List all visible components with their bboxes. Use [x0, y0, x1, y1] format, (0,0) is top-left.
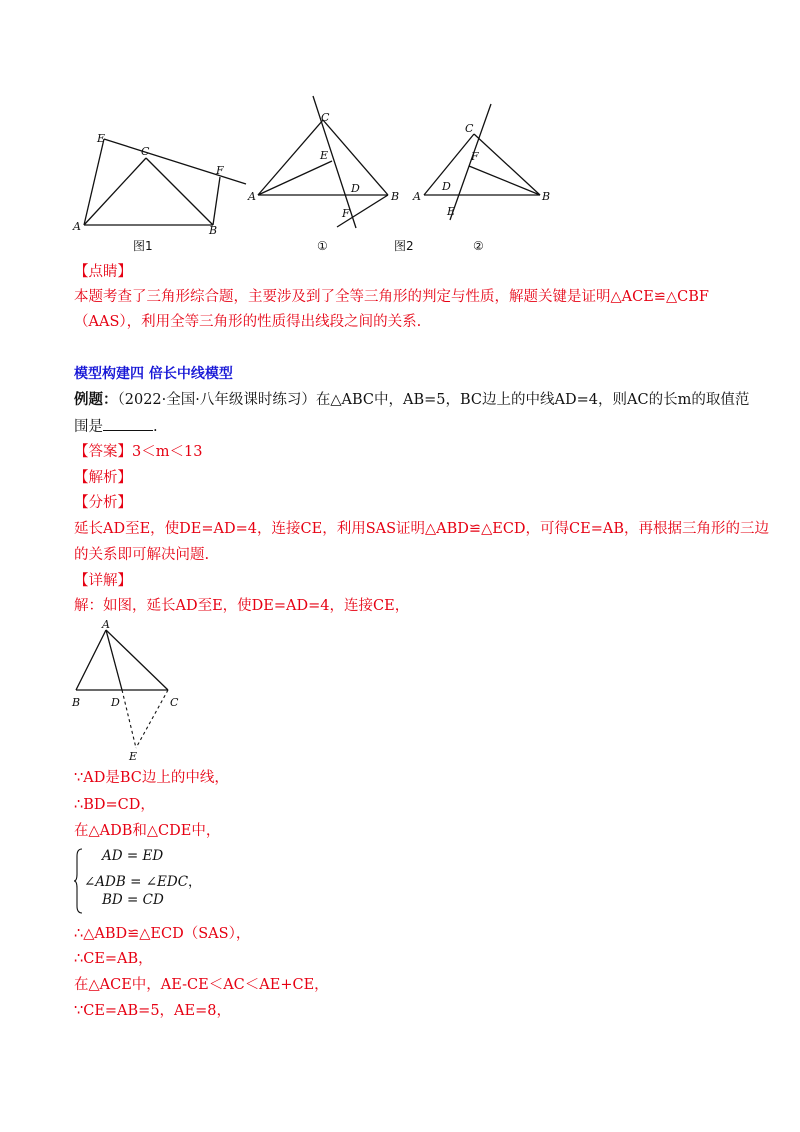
system-eq-2-text: ∠ADB = ∠EDC	[84, 874, 189, 890]
figure-circle-1	[245, 92, 405, 256]
figure-caption-1: 图1	[133, 239, 153, 253]
label-B: B	[209, 224, 218, 237]
step-7: ∵CE=AB=5，AE=8，	[74, 1003, 231, 1019]
example-line-1	[74, 390, 749, 410]
example-line2-suffix: .	[153, 419, 158, 435]
label-A: A	[248, 190, 256, 203]
label-F: F	[471, 150, 479, 163]
dianjing-heading: 【点睛】	[74, 264, 132, 280]
figure-caption-circle-1: ①	[317, 239, 328, 253]
figure-1	[70, 128, 255, 256]
label-E: E	[129, 750, 138, 763]
label-A: A	[413, 190, 421, 203]
label-C: C	[465, 122, 474, 135]
step-2: ∴BD=CD，	[74, 797, 155, 813]
label-C: C	[141, 145, 150, 158]
label-D: D	[442, 180, 451, 193]
analysis-line-2: 的关系即可解决问题.	[74, 547, 210, 563]
dianjing-line-2: （AAS），利用全等三角形的性质得出线段之间的关系.	[74, 314, 422, 330]
step-4: ∴△ABD≌△ECD（SAS），	[74, 926, 251, 942]
system-eq-1: AD = ED	[102, 848, 164, 864]
label-F: F	[342, 207, 350, 220]
example-label: 例题：	[74, 391, 118, 408]
system-tail: ，	[188, 874, 202, 890]
fenxi-heading: 【分析】	[74, 495, 132, 511]
system-eq-2	[84, 870, 202, 890]
jiexi-heading: 【解析】	[74, 470, 132, 486]
answer-line: 【答案】3＜m＜13	[74, 444, 203, 460]
answer-blank	[103, 416, 153, 431]
label-F: F	[216, 164, 224, 177]
step-6: 在△ACE中，AE-CE＜AC＜AE+CE，	[74, 977, 329, 993]
label-C: C	[321, 111, 330, 124]
figure-2	[390, 92, 560, 256]
label-A: A	[102, 618, 110, 631]
step-5: ∴CE=AB，	[74, 951, 153, 967]
label-E: E	[447, 205, 456, 218]
example-line-2	[74, 416, 158, 437]
label-E: E	[97, 132, 106, 145]
example-text: （2022·全国·八年级课时练习）在△ABC中，AB=5，BC边上的中线AD=4，则AC的长m的取值范	[117, 392, 750, 408]
label-D: D	[111, 696, 120, 709]
label-E: E	[320, 149, 329, 162]
system-eq-3: BD = CD	[102, 892, 164, 908]
figure-caption-2: 图2	[394, 239, 414, 253]
analysis-line-1: 延长AD至E，使DE=AD=4，连接CE，利用SAS证明△ABD≌△ECD，可得CE=AB，再根据三角形的三边	[74, 521, 769, 537]
step-1: ∵AD是BC边上的中线，	[74, 770, 229, 786]
figure-caption-circle-2: ②	[473, 239, 484, 253]
step-3: 在△ADB和△CDE中，	[74, 823, 221, 839]
xiangjie-heading: 【详解】	[74, 573, 132, 589]
congruence-system	[74, 848, 204, 914]
label-D: D	[351, 182, 360, 195]
dianjing-line-1: 本题考查了三角形综合题，主要涉及到了全等三角形的判定与性质，解题关键是证明△ACE≌△CBF	[74, 289, 709, 305]
figure-3	[70, 614, 190, 764]
section-title: 模型构建四 倍长中线模型	[74, 366, 233, 382]
label-B: B	[542, 190, 551, 203]
example-line2-prefix: 围是	[74, 419, 103, 435]
label-C: C	[170, 696, 179, 709]
label-B: B	[72, 696, 81, 709]
label-B: B	[391, 190, 400, 203]
solution-intro: 解：如图，延长AD至E，使DE=AD=4，连接CE，	[74, 598, 410, 614]
label-A: A	[73, 220, 81, 233]
